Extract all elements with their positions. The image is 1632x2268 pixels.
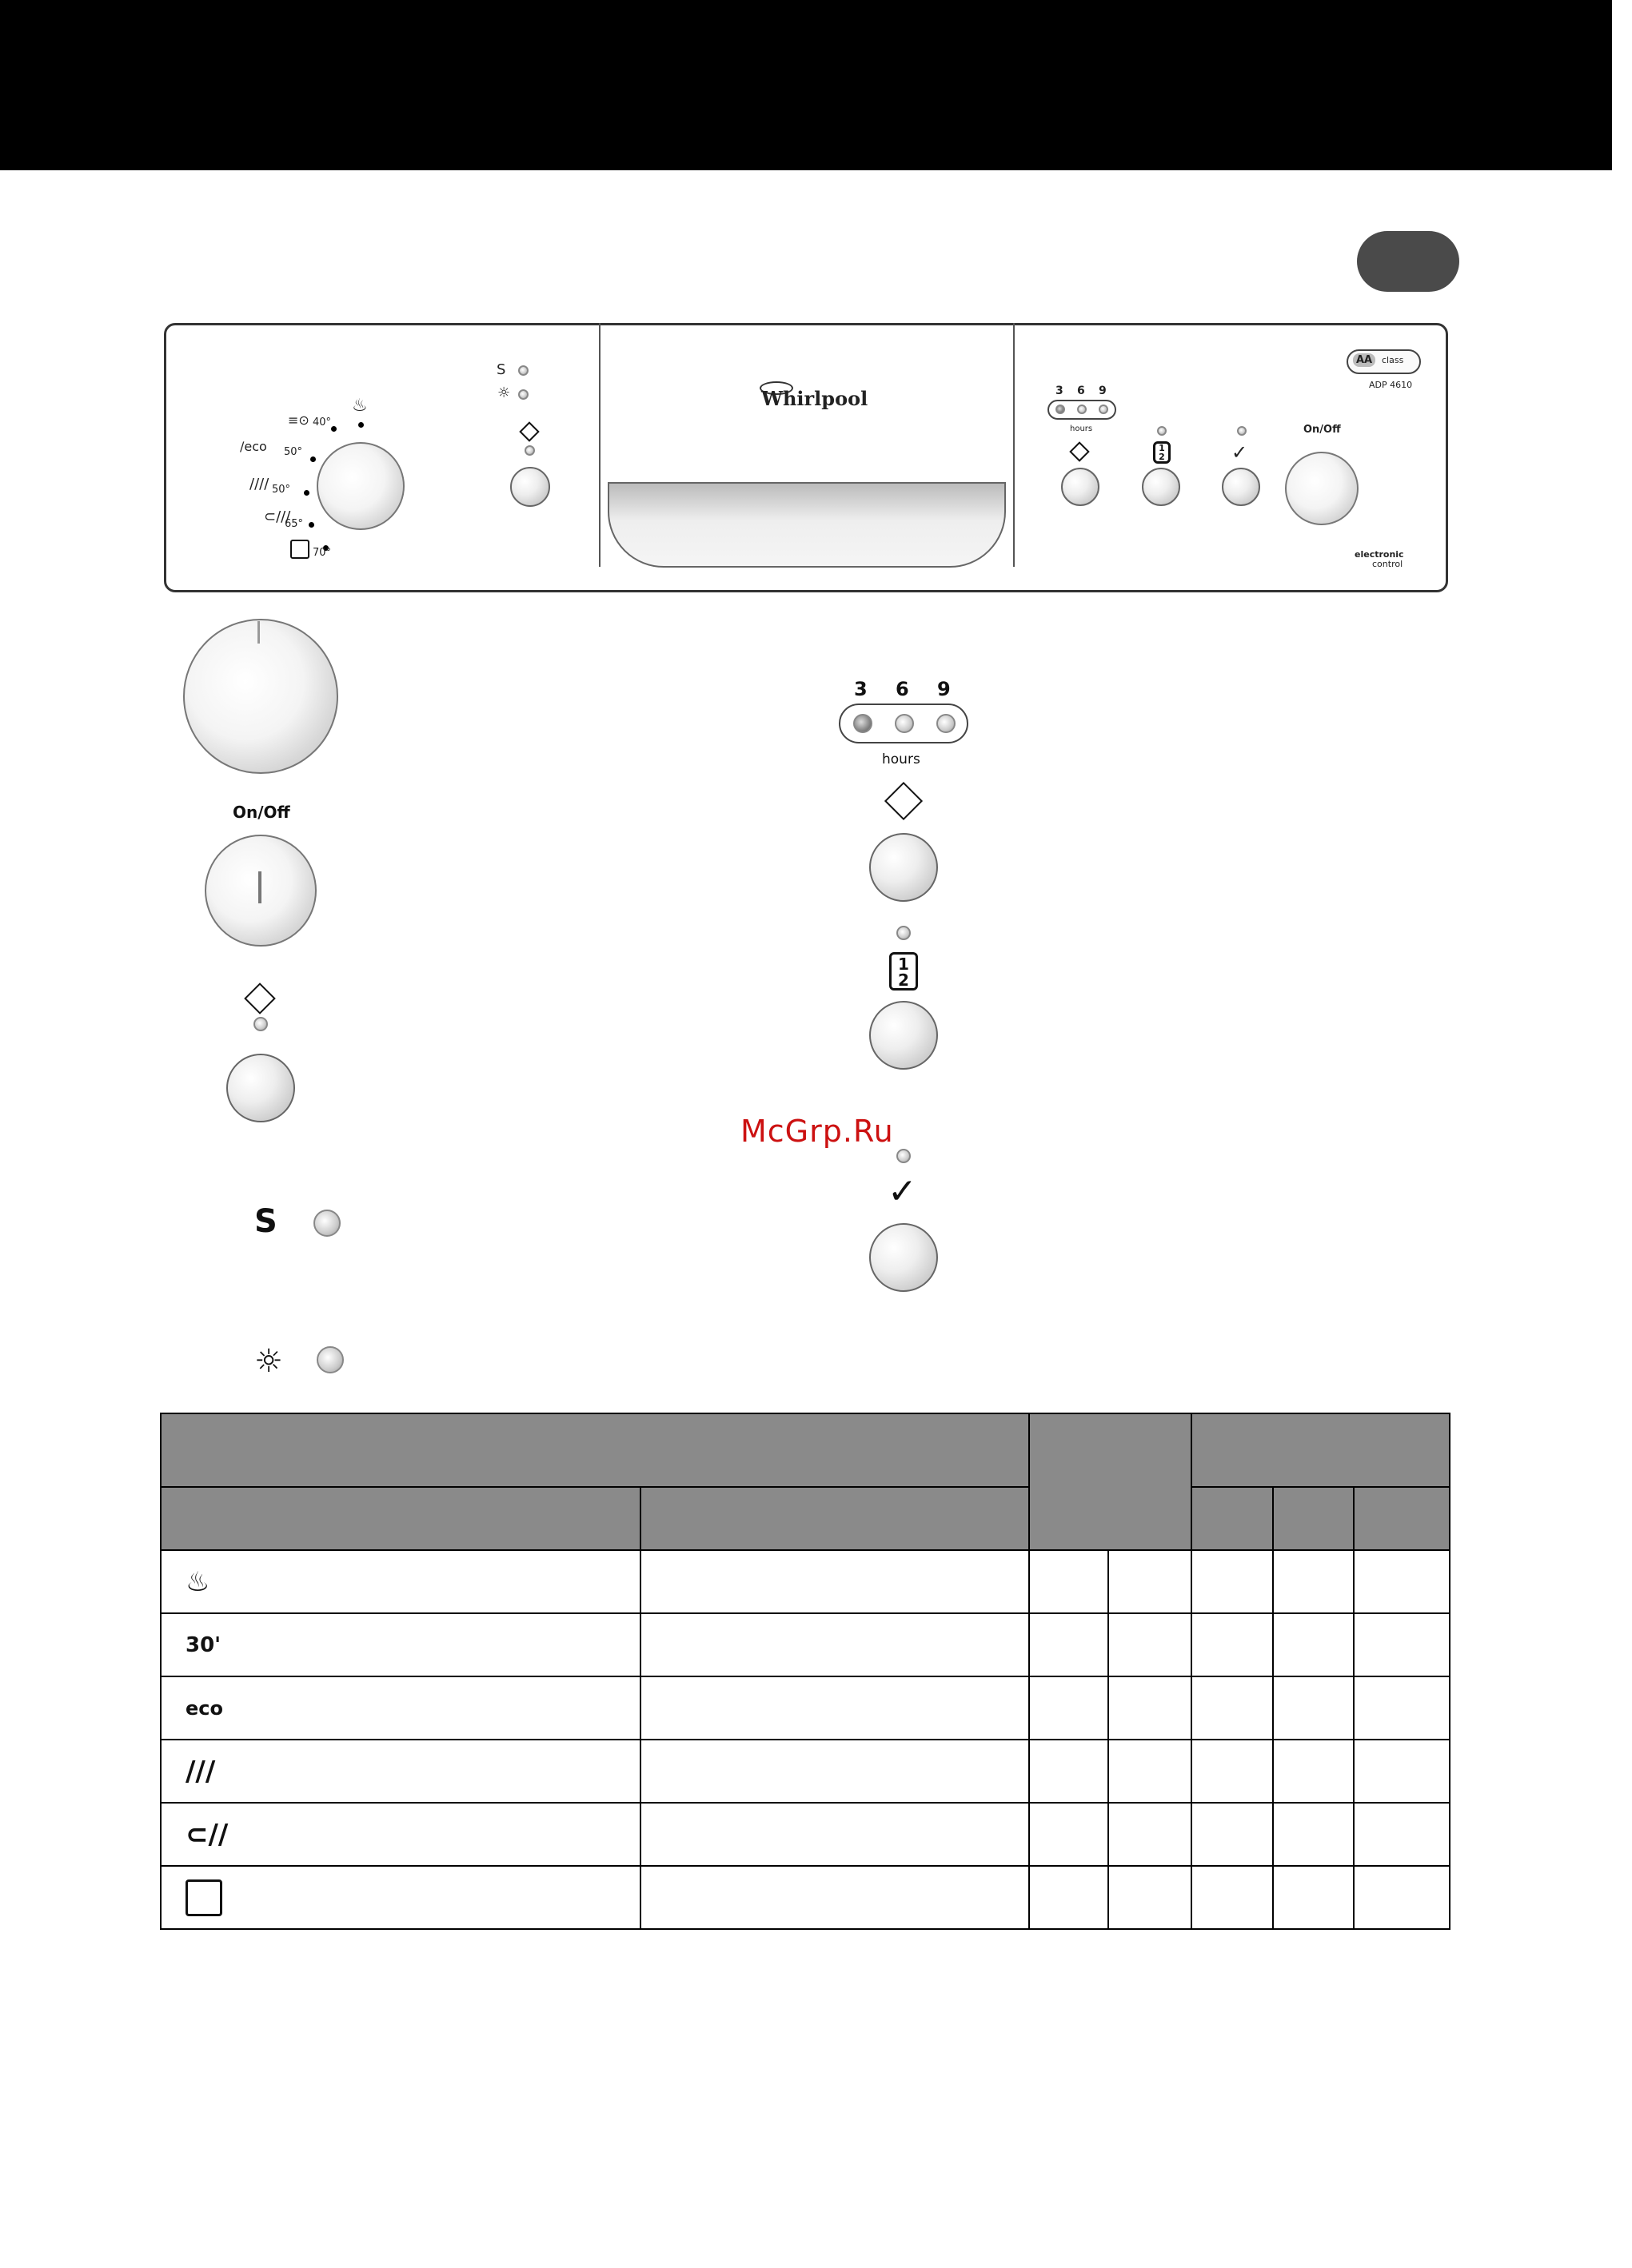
prewash-icon: ♨ [352, 396, 368, 416]
temp-label: 65° [285, 518, 304, 530]
quick-wash-icon: ≡⊙ [288, 413, 309, 428]
dial-position-dot [331, 426, 337, 432]
table-row [161, 1866, 1450, 1929]
table-row [161, 1613, 1450, 1676]
delay-icon-detail [884, 782, 923, 820]
energy-class-label: class [1382, 355, 1404, 365]
quick-check-button[interactable] [1222, 468, 1260, 506]
quick-check-led-detail [896, 1149, 911, 1163]
language-badge [1357, 231, 1459, 292]
quick-check-led [1237, 426, 1247, 436]
program-dial-detail[interactable] [183, 619, 338, 774]
half-load-led [1157, 426, 1167, 436]
program-dial[interactable] [317, 442, 405, 530]
watermark: McGrp.Ru [740, 1114, 894, 1149]
delay-button[interactable] [1061, 468, 1099, 506]
quick-check-button-detail[interactable] [869, 1223, 938, 1292]
delay-hour-label: 6 [1077, 385, 1085, 397]
quick-check-icon-detail: ✓ [888, 1171, 917, 1212]
temp-label: 50° [272, 484, 291, 496]
temp-label: 50° [284, 446, 303, 458]
on-off-label-detail: On/Off [233, 803, 290, 822]
dial-position-dot [358, 422, 364, 428]
dial-position-dot [310, 456, 316, 462]
delay-led-detail [895, 714, 914, 733]
eco-icon: ∕eco [240, 439, 267, 454]
normal-wash-icon: //// [249, 476, 269, 492]
delay-led-detail [936, 714, 956, 733]
start-button-detail[interactable] [226, 1054, 295, 1122]
eco-icon: eco [186, 1696, 223, 1720]
start-button[interactable] [510, 467, 550, 507]
control-label: control [1372, 559, 1403, 569]
delay-led [1055, 405, 1065, 414]
door-handle[interactable] [608, 482, 1006, 568]
brand-logo: Whirlpool [761, 387, 868, 410]
half-load-icon-detail: 1 2 [889, 952, 918, 991]
dial-pointer [257, 621, 260, 644]
on-off-switch[interactable] [1285, 452, 1359, 525]
dial-position-dot [309, 522, 314, 528]
power-icon [258, 871, 261, 903]
delay-led [1077, 405, 1087, 414]
table-row [161, 1550, 1450, 1613]
delay-hour-label: 3 [1055, 385, 1063, 397]
quick-check-icon: ✓ [1231, 441, 1248, 464]
electronic-label: electronic [1355, 549, 1404, 560]
hours-label: hours [1070, 425, 1093, 433]
rinse-aid-led [518, 389, 529, 400]
salt-icon: S [497, 361, 506, 378]
half-load-button-detail[interactable] [869, 1001, 938, 1070]
pot-icon [290, 540, 309, 559]
delay-led [1099, 405, 1108, 414]
top-bar [0, 0, 1612, 170]
start-led [525, 445, 535, 456]
rinse-aid-led-detail [317, 1346, 344, 1373]
program-table [160, 1413, 1450, 1930]
delay-led-detail [853, 714, 872, 733]
on-off-label: On/Off [1303, 424, 1341, 436]
half-load-button[interactable] [1142, 468, 1180, 506]
delay-hour-label: 9 [1099, 385, 1107, 397]
model-number: ADP 4610 [1369, 380, 1413, 390]
table-row [161, 1676, 1450, 1740]
temp-label: 70° [313, 547, 332, 559]
energy-rating: AA [1353, 353, 1375, 367]
salt-icon-detail: S [254, 1203, 277, 1240]
normal-icon: /// [186, 1755, 216, 1788]
pot-icon [186, 1879, 222, 1916]
salt-led [518, 365, 529, 376]
table-row [161, 1740, 1450, 1803]
temp-label: 40° [313, 417, 332, 428]
delay-hour-label-detail: 9 [937, 678, 951, 700]
prewash-icon: ♨ [186, 1565, 210, 1598]
half-load-icon: 1 2 [1153, 441, 1171, 464]
start-led-detail [253, 1017, 268, 1031]
intensive-wash-icon: ⊂/// [264, 508, 291, 525]
half-load-led-detail [896, 926, 911, 940]
dial-position-dot [304, 490, 309, 496]
start-icon-detail [244, 983, 276, 1014]
hours-label-detail: hours [882, 751, 920, 767]
delay-button-detail[interactable] [869, 833, 938, 902]
salt-led-detail [313, 1210, 341, 1237]
rinse-aid-icon-detail: ☼ [254, 1343, 283, 1380]
rinse-aid-icon: ☼ [497, 385, 511, 401]
delay-hour-label-detail: 3 [854, 678, 868, 700]
quick-30-icon: 30' [186, 1632, 221, 1657]
delay-hour-label-detail: 6 [896, 678, 909, 700]
table-row [161, 1803, 1450, 1866]
intensive-icon: ⊂// [186, 1818, 229, 1851]
